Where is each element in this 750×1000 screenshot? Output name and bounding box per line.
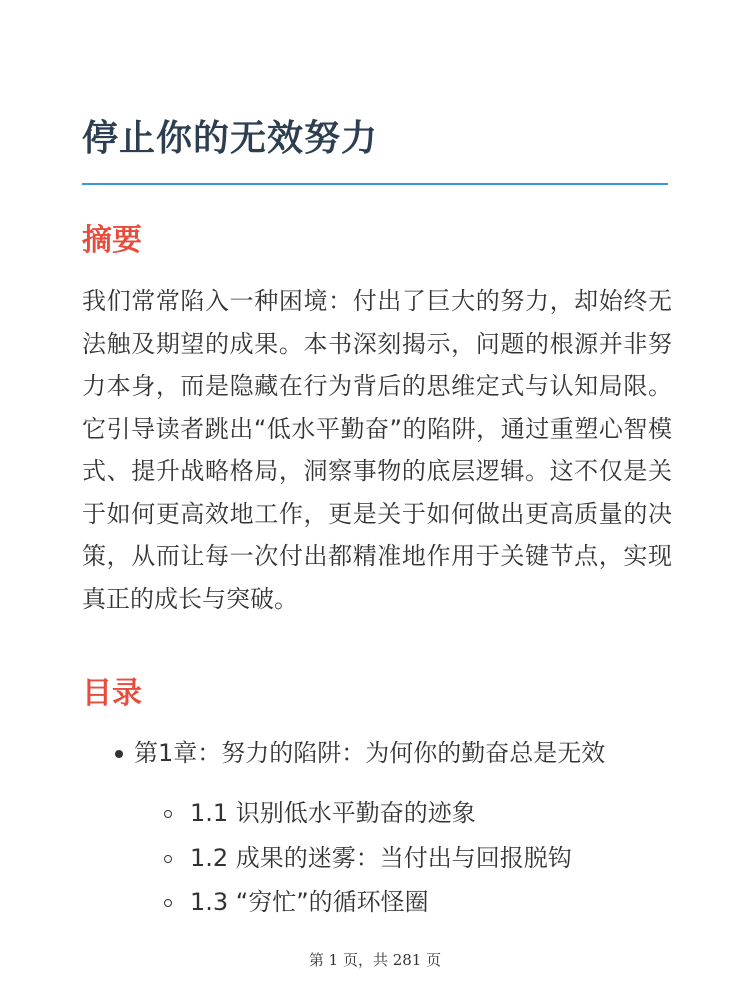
toc-section-1-2: 1.2 成果的迷雾：当付出与回报脱钩 [190, 844, 572, 872]
toc-chapter-1: 第1章：努力的陷阱：为何你的勤奋总是无效 [134, 739, 606, 767]
document-title: 停止你的无效努力 [82, 118, 379, 159]
toc-section-1-1: 1.1 识别低水平勤奋的迹象 [190, 799, 476, 827]
hollow-bullet-icon [164, 855, 172, 863]
hollow-bullet-icon [164, 810, 172, 818]
page-number-footer: 第 1 页，共 281 页 [308, 951, 442, 969]
summary-heading: 摘要 [82, 223, 142, 258]
title-divider [82, 183, 668, 185]
toc-section-1-3: 1.3 “穷忙”的循环怪圈 [190, 888, 429, 916]
hollow-bullet-icon [164, 899, 172, 907]
toc-heading: 目录 [82, 676, 142, 711]
summary-paragraph: 我们常常陷入一种困境：付出了巨大的努力，却始终无法触及期望的成果。本书深刻揭示，问题的根源并非努力本身，而是隐藏在行为背后的思维定式与认知局限。它引导读者跳出“低水平勤奋”的陷阱，通过重塑心智模式、提升战略格局，洞察事物的底层逻辑。这不仅是关于如何更高效地工作，更是关于如何做出更高质量的决策，从而让每一次付出都精准地作用于关键节点，实现真正的成长与突破。 [82, 287, 672, 613]
bullet-icon [115, 750, 123, 758]
